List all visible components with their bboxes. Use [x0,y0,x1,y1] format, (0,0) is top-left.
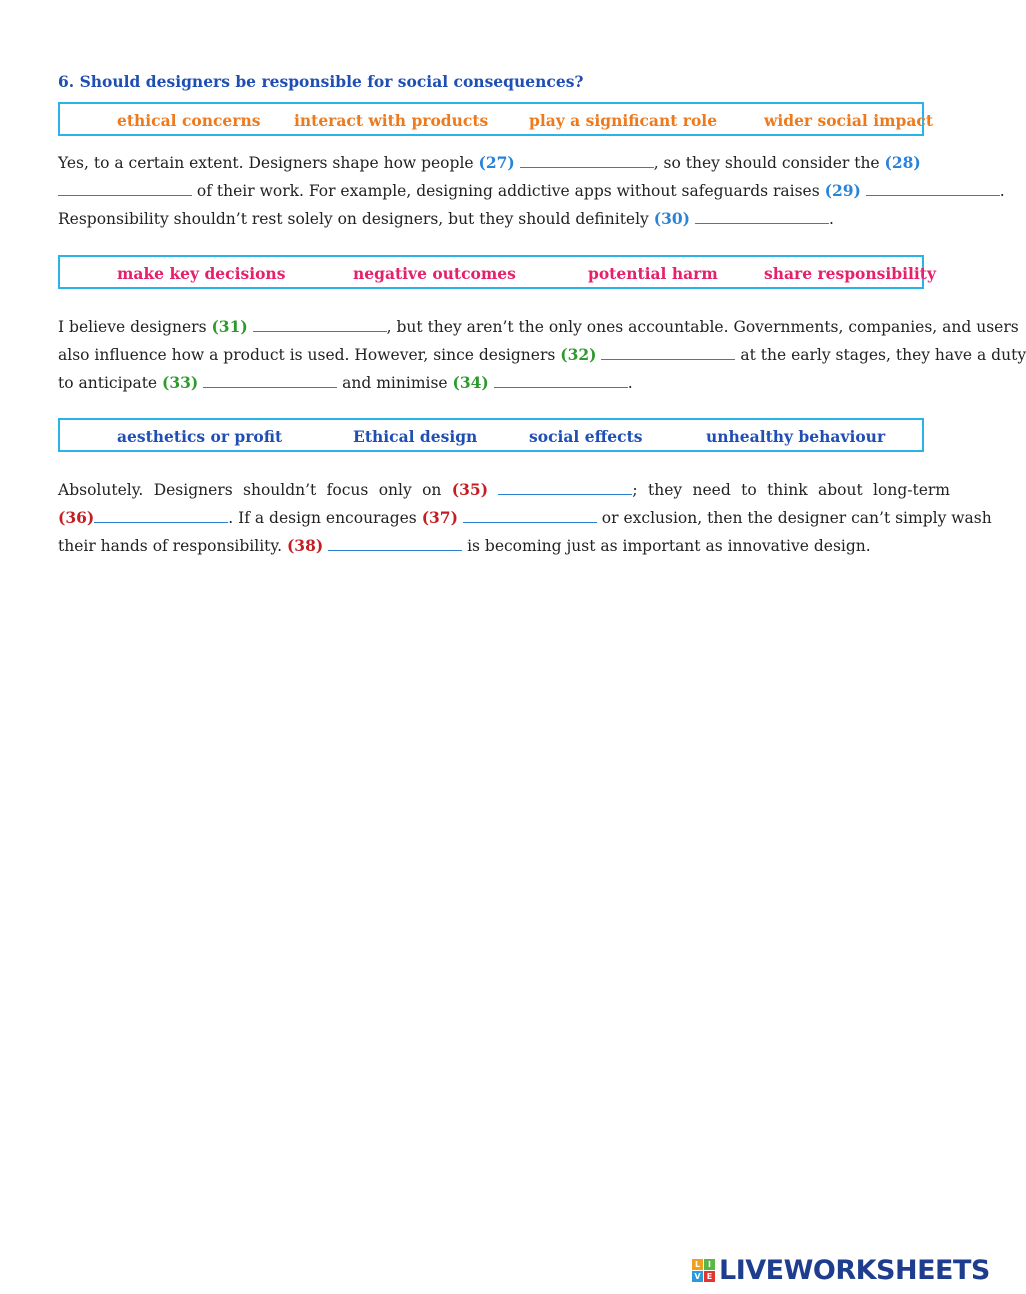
word-bank-item[interactable]: wider social impact [764,111,933,130]
paragraph-text: at the early stages, they have a duty [735,346,1026,364]
blank-number-29: (29) [824,181,861,200]
answer-blank-35[interactable] [498,478,632,495]
blank-number-27: (27) [478,153,515,172]
paragraph-text: their hands of responsibility. [58,537,287,555]
word-bank-item[interactable]: interact with products [294,111,489,130]
blank-number-31: (31) [211,317,248,336]
paragraph-text: . [828,210,834,228]
word-bank-item[interactable]: play a significant role [529,111,718,130]
badge-letter: L [692,1259,703,1270]
paragraph-2 [58,313,1026,397]
blank-number-37: (37) [421,508,458,527]
paragraph-text: is becoming just as important as innovative design. [462,537,871,555]
paragraph-text: . If a design encourages [228,509,422,527]
blank-number-36: (36) [58,508,95,527]
liveworksheets-logo [692,1255,990,1285]
paragraph-text: , so they should consider the [653,154,885,172]
word-bank-item[interactable]: potential harm [588,264,718,283]
paragraph-text: Yes, to a certain extent. Designers shape how people [58,154,479,172]
word-bank-item[interactable]: make key decisions [117,264,286,283]
paragraph-text: and minimise [337,374,453,392]
logo-text: LIVEWORKSHEETS [719,1254,990,1286]
blank-number-38: (38) [286,536,324,555]
badge-letter: V [692,1271,703,1282]
answer-blank-30[interactable] [695,207,829,224]
live-badge-icon [692,1259,715,1282]
paragraph-1 [58,149,1005,233]
word-bank-item[interactable]: social effects [529,427,643,446]
badge-letter: I [704,1259,715,1270]
blank-number-34: (34) [452,373,489,392]
paragraph-text: to anticipate [58,374,163,392]
answer-blank-29[interactable] [866,179,1000,196]
word-bank-item[interactable]: Ethical design [353,427,478,446]
answer-blank-31[interactable] [253,315,387,332]
word-bank-2 [58,255,936,289]
paragraph-text: of their work. For example, designing addictive apps without safeguards raises [192,182,825,200]
word-bank-item[interactable]: ethical concerns [117,111,261,130]
answer-blank-27[interactable] [520,151,654,168]
answer-blank-32[interactable] [601,343,735,360]
paragraph-text: , but they aren’t the only ones accountable. Governments, companies, and users [386,318,1019,336]
answer-blank-38[interactable] [328,534,462,551]
answer-blank-36[interactable] [94,506,228,523]
question-title: 6. Should designers be responsible for social consequences? [58,72,584,91]
word-bank-1 [58,102,933,136]
blank-number-30: (30) [653,209,690,228]
paragraph-3 [58,476,992,560]
answer-blank-37[interactable] [463,506,597,523]
word-bank-item[interactable]: aesthetics or profit [117,427,283,446]
paragraph-text: also influence how a product is used. However, since designers [58,346,561,364]
blank-number-33: (33) [162,373,199,392]
word-bank-3 [58,418,924,452]
answer-blank-33[interactable] [203,371,337,388]
paragraph-text: I believe designers [58,318,212,336]
blank-number-32: (32) [560,345,597,364]
word-bank-item[interactable]: share responsibility [764,264,936,283]
blank-number-35: (35) [451,480,489,499]
paragraph-text: or exclusion, then the designer can’t simply wash [596,509,992,527]
paragraph-text: Responsibility shouldn’t rest solely on designers, but they should definitely [58,210,654,228]
blank-number-28: (28) [884,153,921,172]
paragraph-text: ; they need to think about long-term [632,481,950,499]
paragraph-text: . [627,374,633,392]
word-bank-item[interactable]: negative outcomes [353,264,516,283]
answer-blank-28[interactable] [58,179,192,196]
badge-letter: E [704,1271,715,1282]
word-bank-item[interactable]: unhealthy behaviour [706,427,886,446]
paragraph-text: . [999,182,1005,200]
paragraph-text: Absolutely. Designers shouldn’t focus only on [58,481,452,499]
answer-blank-34[interactable] [494,371,628,388]
